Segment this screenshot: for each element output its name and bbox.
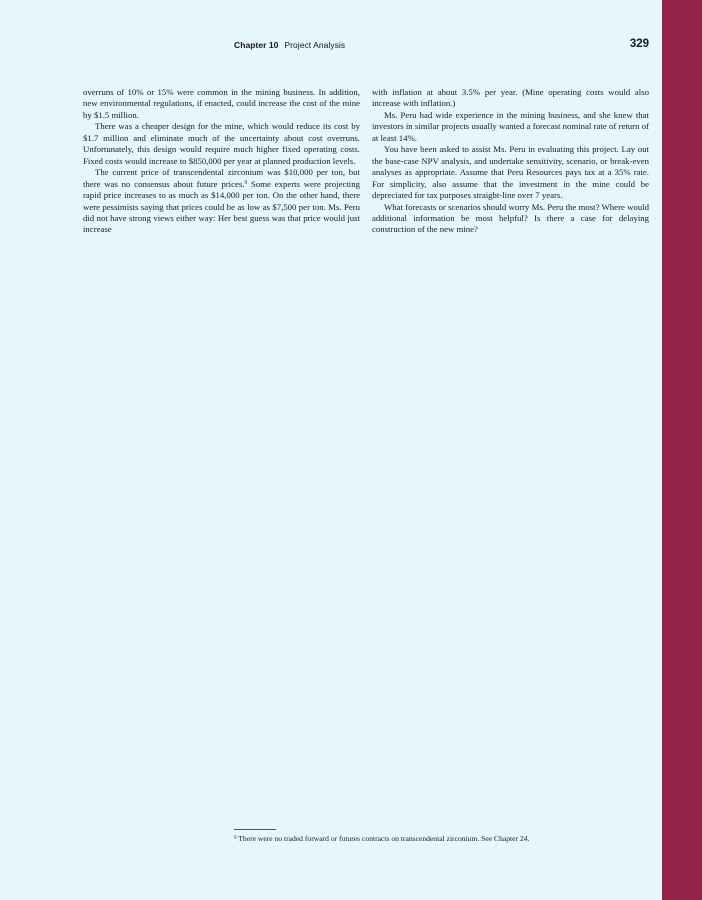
section-title: Project Analysis <box>284 40 346 50</box>
footnote-text: There were no traded forward or futures contracts on transcendental zirconium. See Chapter 24. <box>236 834 530 843</box>
paragraph: There was a cheaper design for the mine, which would reduce its cost by $1.7 million and eliminate much of the uncertainty about cost overruns. Unfortunately, this design would require much higher fixed operating costs. Fixed costs would increase to $850,000 per year at planned production levels. <box>83 121 360 166</box>
footnote <box>234 834 634 844</box>
footnote-divider <box>234 829 276 830</box>
running-head <box>234 40 345 50</box>
paragraph: What forecasts or scenarios should worry Ms. Peru the most? Where would additional information be most helpful? Is there a case for delaying construction of the new mine? <box>372 201 649 235</box>
footnote-reference[interactable]: 9 <box>244 179 248 186</box>
paragraph: with inflation at about 3.5% per year. (Mine operating costs would also increase with inflation.) <box>372 87 649 109</box>
paragraph: overruns of 10% or 15% were common in the mining business. In addition, new environmental regulations, if enacted, could increase the cost of the mine by $1.5 million. <box>83 87 360 120</box>
left-column <box>83 87 360 236</box>
footnote-marker: 9 <box>234 836 237 841</box>
paragraph-text: The current price of transcendental zirconium was $10,000 per ton, but there was no consensus about future prices. <box>83 167 360 189</box>
right-column <box>372 87 649 236</box>
page-number: 329 <box>629 38 649 50</box>
chapter-label: Chapter 10 <box>234 40 279 50</box>
paragraph <box>83 167 360 236</box>
paragraph-text: Some experts were projecting rapid price increases to as much as $14,000 per ton. On the other hand, there were pessimists saying that prices could be as low as $7,500 per ton. Ms. Peru did not have strong views either way: Her best guess was that price would just increase <box>83 178 360 235</box>
paragraph: Ms. Peru had wide experience in the mining business, and she knew that investors in similar projects usually wanted a forecast nominal rate of return of at least 14%. <box>372 109 649 143</box>
paragraph: You have been asked to assist Ms. Peru in evaluating this project. Lay out the base-case NPV analysis, and undertake sensitivity, scenario, or break-even analyses as appropriate. Assume that Peru Resources pays tax at a 35% rate. For simplicity, also assume that the investment in the mine could be depreciated for tax purposes straight-line over 7 years. <box>372 144 649 201</box>
side-color-band <box>662 0 702 900</box>
